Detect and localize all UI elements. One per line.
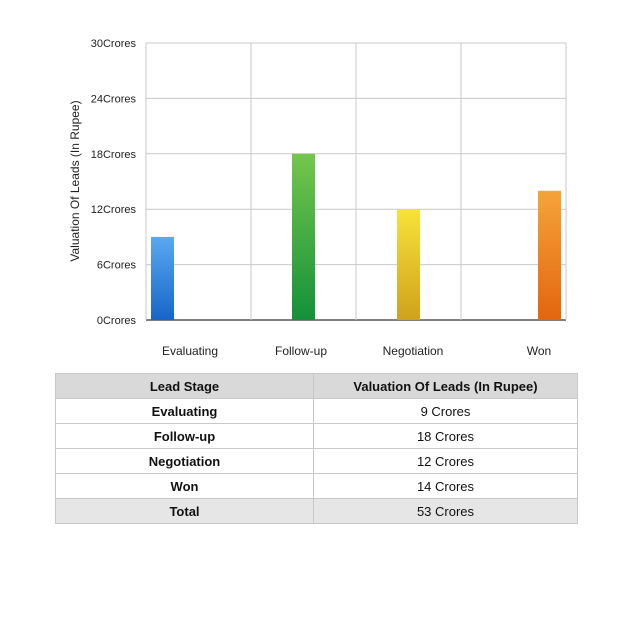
table-row [56,399,578,424]
x-category-label: Negotiation [382,344,444,358]
row-value: 9 Crores [314,399,578,424]
y-tick-label: 12Crores [90,204,136,217]
total-value: 53 Crores [314,499,578,524]
y-tick-label: 0Crores [96,315,136,327]
x-category-labels [162,344,551,358]
row-value: 18 Crores [314,424,578,449]
total-row [56,499,578,524]
row-value: 14 Crores [314,474,578,499]
y-tick-label: 6Crores [96,259,136,272]
row-stage: Follow-up [56,424,314,449]
row-stage: Won [56,474,314,499]
x-category-label: Won [526,344,552,358]
column-header-valuation: Valuation Of Leads (In Rupee) [314,374,578,399]
bar-evaluating [151,237,174,320]
table-row [56,474,578,499]
lead-valuation-table [55,373,578,524]
y-axis-label: Valuation Of Leads (In Rupee) [68,100,82,262]
row-stage: Negotiation [56,449,314,474]
bar-follow-up [292,154,315,320]
y-tick-label: 24Crores [90,93,136,106]
total-label: Total [56,499,314,524]
column-header-stage: Lead Stage [56,374,314,399]
table-row [56,449,578,474]
y-tick-label: 18Crores [90,148,136,161]
x-category-label: Follow-up [274,344,328,358]
bar-won [538,191,561,320]
table-row [56,424,578,449]
row-value: 12 Crores [314,449,578,474]
bar-negotiation [397,209,420,320]
x-category-label: Evaluating [161,344,219,358]
y-tick-labels [91,38,137,327]
row-stage: Evaluating [56,399,314,424]
y-tick-label: 30Crores [90,38,136,50]
table-header-row [56,374,578,399]
grid-lines [146,43,566,320]
